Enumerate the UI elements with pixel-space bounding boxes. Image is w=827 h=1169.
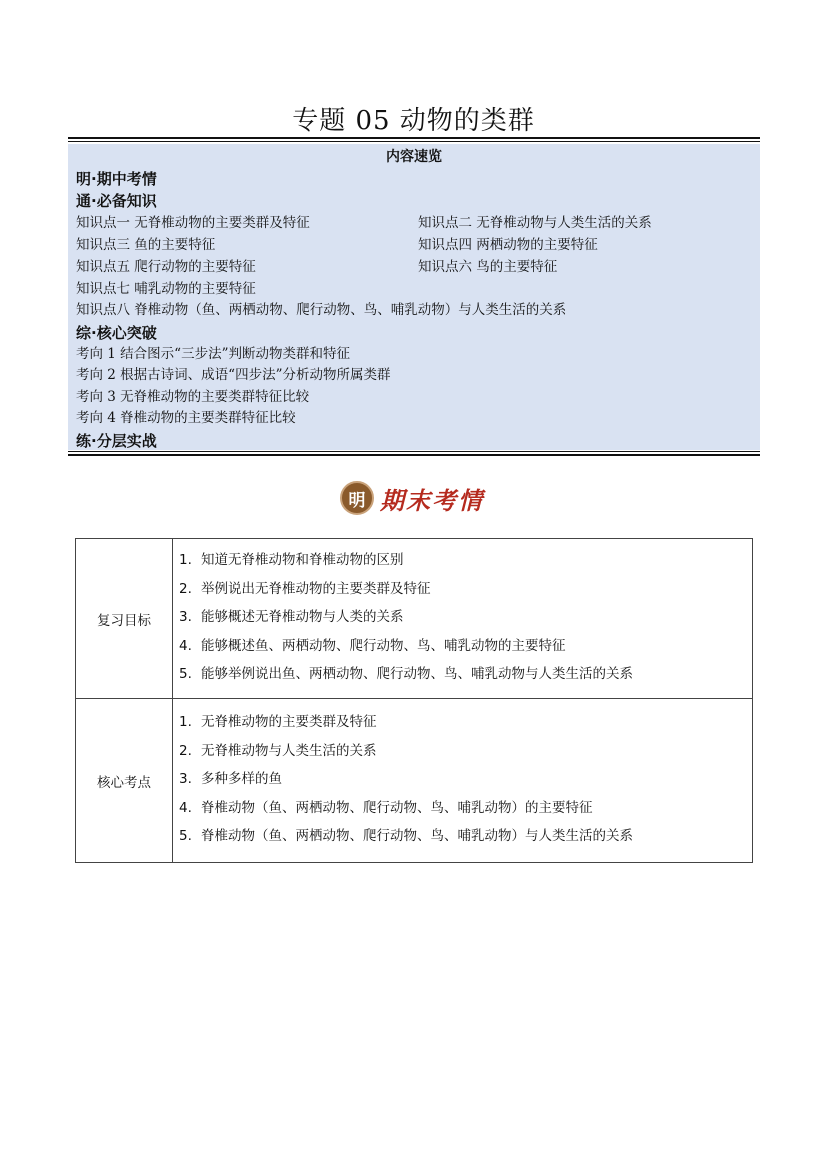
core-points-items — [173, 699, 753, 863]
list-item — [179, 660, 752, 689]
item-number: 5. — [179, 666, 192, 683]
item-text: 无脊椎动物与人类生活的关系 — [201, 742, 377, 759]
item-number: 4. — [179, 799, 192, 816]
overview-heading: 内容速览 — [386, 149, 442, 165]
item-number: 3. — [179, 609, 192, 626]
knowledge-point-8: 知识点八 脊椎动物（鱼、两栖动物、爬行动物、鸟、哺乳动物）与人类生活的关系 — [76, 302, 567, 318]
item-text: 脊椎动物（鱼、两栖动物、爬行动物、鸟、哺乳动物）的主要特征 — [201, 799, 593, 816]
item-text: 无脊椎动物的主要类群及特征 — [201, 714, 377, 731]
section-exam-trends: 明·期中考情 — [76, 170, 157, 188]
item-text: 脊椎动物（鱼、两栖动物、爬行动物、鸟、哺乳动物）与人类生活的关系 — [201, 828, 633, 845]
item-text: 知道无脊椎动物和脊椎动物的区别 — [201, 552, 404, 569]
knowledge-point-row — [76, 234, 752, 256]
knowledge-point-7: 知识点七 哺乳动物的主要特征 — [76, 281, 256, 297]
item-number: 3. — [179, 771, 192, 788]
item-number: 1. — [179, 714, 192, 731]
title-rule-thick — [68, 137, 760, 139]
knowledge-point-1: 知识点一 无脊椎动物的主要类群及特征 — [76, 215, 310, 231]
list-item — [179, 546, 752, 575]
knowledge-point-6: 知识点六 鸟的主要特征 — [418, 259, 558, 275]
title-rule-thin — [68, 141, 760, 142]
item-number: 1. — [179, 552, 192, 569]
knowledge-point-5: 知识点五 爬行动物的主要特征 — [76, 259, 256, 275]
item-number: 2. — [179, 580, 192, 597]
list-item — [179, 765, 752, 794]
exam-direction-4: 考向 4 脊椎动物的主要类群特征比较 — [76, 410, 296, 426]
review-goals-label: 复习目标 — [76, 539, 173, 699]
item-number: 2. — [179, 742, 192, 759]
item-text: 举例说出无脊椎动物的主要类群及特征 — [201, 580, 431, 597]
item-number: 5. — [179, 828, 192, 845]
section-core: 综·核心突破 — [76, 323, 157, 342]
table-row-review-goals — [76, 539, 753, 699]
section-practice: 练·分层实战 — [76, 431, 157, 450]
list-item — [179, 632, 752, 661]
list-item — [179, 822, 752, 851]
section-knowledge: 通·必备知识 — [76, 192, 157, 210]
overview-bottom-rule-thick — [68, 454, 760, 456]
knowledge-point-2: 知识点二 无脊椎动物与人类生活的关系 — [418, 215, 652, 231]
list-item — [179, 737, 752, 766]
item-number: 4. — [179, 637, 192, 654]
core-points-label: 核心考点 — [76, 699, 173, 863]
knowledge-point-row — [76, 278, 752, 300]
knowledge-point-row — [76, 256, 752, 278]
banner-text: 期末考情 — [380, 485, 484, 515]
page-title: 专题 05 动物的类群 — [292, 106, 535, 136]
exam-direction-2: 考向 2 根据古诗词、成语“四步法”分析动物所属类群 — [76, 367, 391, 383]
review-table — [75, 538, 753, 863]
list-item — [179, 603, 752, 632]
content-overview-box — [68, 144, 760, 450]
knowledge-point-3: 知识点三 鱼的主要特征 — [76, 237, 216, 253]
exam-direction-3: 考向 3 无脊椎动物的主要类群特征比较 — [76, 388, 310, 405]
item-text: 能够概述无脊椎动物与人类的关系 — [201, 609, 404, 626]
review-goals-items — [173, 539, 753, 699]
knowledge-point-row — [76, 212, 752, 234]
list-item — [179, 575, 752, 604]
item-text: 多种多样的鱼 — [201, 771, 282, 788]
overview-bottom-rule-thin — [68, 451, 760, 452]
exam-direction-1: 考向 1 结合图示“三步法”判断动物类群和特征 — [76, 345, 350, 362]
seal-icon: 明 — [340, 481, 374, 515]
knowledge-point-4: 知识点四 两栖动物的主要特征 — [418, 237, 598, 253]
list-item — [179, 708, 752, 737]
item-text: 能够举例说出鱼、两栖动物、爬行动物、鸟、哺乳动物与人类生活的关系 — [201, 666, 633, 683]
table-row-core-points — [76, 699, 753, 863]
item-text: 能够概述鱼、两栖动物、爬行动物、鸟、哺乳动物的主要特征 — [201, 637, 566, 654]
list-item — [179, 794, 752, 823]
final-exam-banner — [340, 478, 490, 518]
